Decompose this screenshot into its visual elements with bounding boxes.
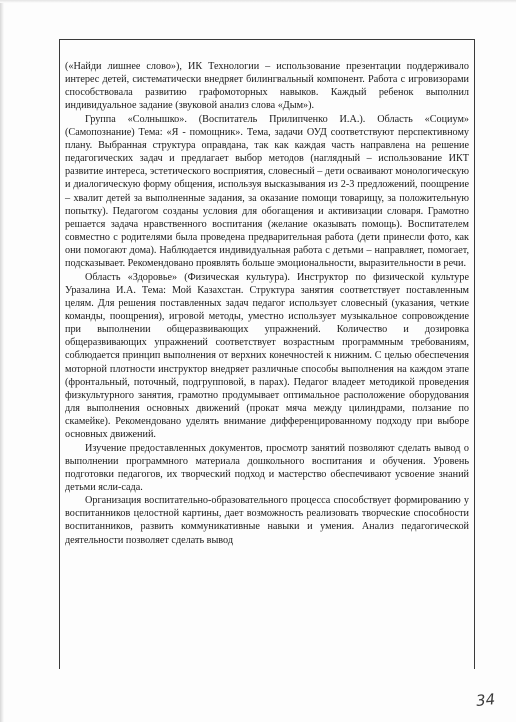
scan-edge-shadow-top	[0, 0, 516, 3]
text-frame	[59, 39, 475, 669]
paragraph: («Найди лишнее слово»), ИК Технологии – использование презентации поддерживало интерес детей, систематически внедряет билингвальный компонент. Работа с игровизорами способствовала развитию графомоторных навыков. Каждый ребенок выполнил индивидуальное задание (звуковой анализ слова «Дым»).	[65, 61, 469, 112]
paragraph: Изучение предоставленных документов, просмотр занятий позволяют сделать вывод о выполнении программного материала дошкольного воспитания и обучения. Уровень подготовки педагогов, их творческий подход и мастерство обеспечивают усвоение знаний детьми ясли-сада.	[65, 442, 469, 493]
paragraph: Группа «Солнышко». (Воспитатель Прилипченко И.А.). Область «Социум» (Самопознание) Тема: «Я - помощник». Тема, задачи ОУД соответствуют перспективному плану. Выбранная структура оправдана, так как каждая часть направлена на решение педагогических задач и предлагает выбор методов (наглядный – использование ИКТ развитие интереса, эстетического восприятия, словесный – дети осваивают монологическую и диалогическую форму общения, используя высказывания из 2-3 предложений, поощрение – хвалит детей за выполненные задания, за оказание помощи товарищу, за положительную попытку). Педагогом созданы условия для обогащения и активизации словаря. Грамотно решается задача нравственного воспитания (желание оказывать помощь). Воспитателем совместно с родителями была проведена предварительная работа (дети принесли фото, как они помогают дома). Наблюдается индивидуальная работа с детьми – направляет, помогает, подсказывает. Рекомендовано проявлять больше эмоциональности, выразительности в речи.	[65, 113, 469, 270]
paragraph: Организация воспитательно-образовательного процесса способствует формированию у воспитанников целостной картины, дает возможность реализовать творческие способности воспитанников, развить коммуникативные навыки и умения. Анализ педагогической деятельности позволяет сделать вывод	[65, 495, 469, 546]
handwritten-page-number: 34	[475, 690, 496, 710]
paragraph: Область «Здоровье» (Физическая культура). Инструктор по физической культуре Уразалина И.А. Тема: Мой Казахстан. Структура занятия соответствует поставленным целям. Для решения поставленных задач педагог использует словесный (указания, четкие команды, поощрения), игровой методы, уместно использует музыкальное сопровождение при выполнении общеразвивающих упражнений. Количество и дозировка общеразвивающих упражнений соответствует возрастным программным требованиям, соблюдается принцип выполнения от верхних конечностей к нижним. С целью обеспечения моторной плотности инструктор внедряет различные способы выполнения на каждом этапе (фронтальный, поточный, подгрупповой, в парах). Педагог владеет методикой проведения физкультурного занятия, грамотно продумывает оптимальное расположение оборудования для выполнения основных движений (прокат мяча между цилиндрами, ползание по скамейке). Рекомендовано уделять внимание дифференцированному подходу при выборе основных движений.	[65, 271, 469, 441]
body-text	[65, 60, 469, 547]
scan-edge-shadow	[0, 0, 4, 722]
